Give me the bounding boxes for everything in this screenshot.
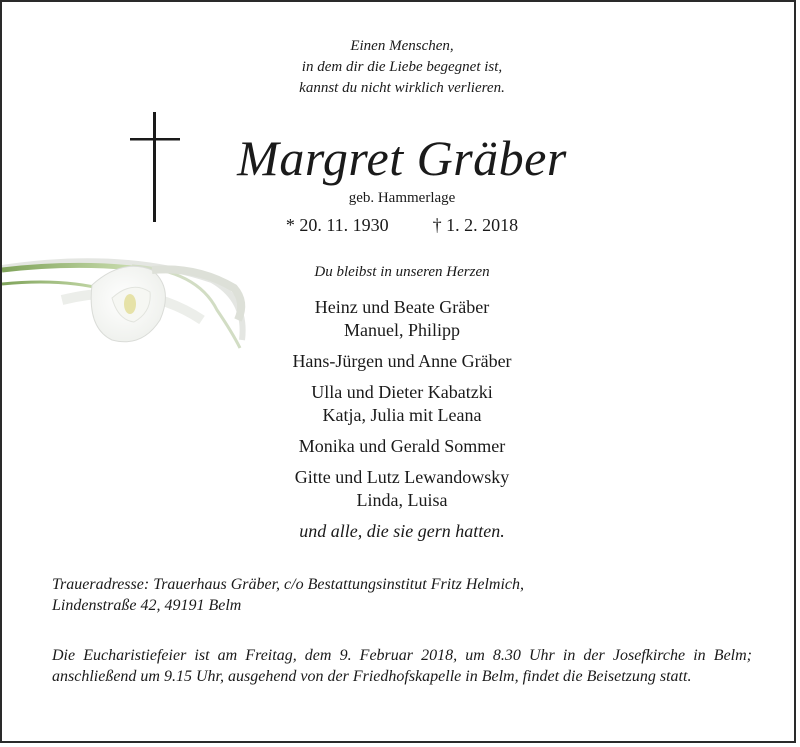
- mourner-group: [2, 466, 800, 512]
- address-line-1: Traueradresse: Trauerhaus Gräber, c/o Bestattungsinstitut Fritz Helmich,: [52, 576, 525, 593]
- motto: Du bleibst in unseren Herzen: [314, 264, 490, 280]
- poem-line-1: Einen Menschen,: [350, 38, 454, 54]
- mourning-address: [52, 574, 758, 616]
- mourner-group: [2, 381, 800, 427]
- mourner-line: Linda, Luisa: [356, 490, 448, 510]
- mourner-line: Gitte und Lutz Lewandowsky: [294, 467, 510, 487]
- mourner-group: [2, 435, 800, 458]
- deceased-name: Margret Gräber: [237, 130, 567, 186]
- poem: [2, 36, 800, 99]
- poem-line-2: in dem dir die Liebe begegnet ist,: [301, 59, 503, 75]
- mourner-line: Katja, Julia mit Leana: [322, 405, 482, 425]
- mourner-line: Manuel, Philipp: [344, 320, 460, 340]
- life-dates: [2, 213, 800, 237]
- mourner-group: [2, 296, 800, 342]
- mourner-group: [2, 350, 800, 373]
- mourner-line: Heinz und Beate Gräber: [314, 297, 490, 317]
- mourner-line: Monika und Gerald Sommer: [298, 436, 506, 456]
- maiden-name: geb. Hammerlage: [348, 190, 456, 206]
- service-details: Die Eucharistiefeier ist am Freitag, dem 9. Februar 2018, um 8.30 Uhr in der Josefkirche in Belm; anschließend um 9.15 Uhr, ausgehend von der Friedhofskapelle in Belm, findet die Beisetzung statt.: [52, 647, 752, 685]
- mourner-line: Hans-Jürgen und Anne Gräber: [292, 351, 512, 371]
- mourners-closing: und alle, die sie gern hatten.: [299, 521, 505, 541]
- death-date: † 1. 2. 2018: [432, 215, 519, 235]
- poem-line-3: kannst du nicht wirklich verlieren.: [299, 80, 505, 96]
- address-line-2: Lindenstraße 42, 49191 Belm: [52, 597, 242, 614]
- birth-date: * 20. 11. 1930: [285, 215, 389, 235]
- mourners-list: [2, 296, 800, 543]
- mourner-line: Ulla und Dieter Kabatzki: [311, 382, 493, 402]
